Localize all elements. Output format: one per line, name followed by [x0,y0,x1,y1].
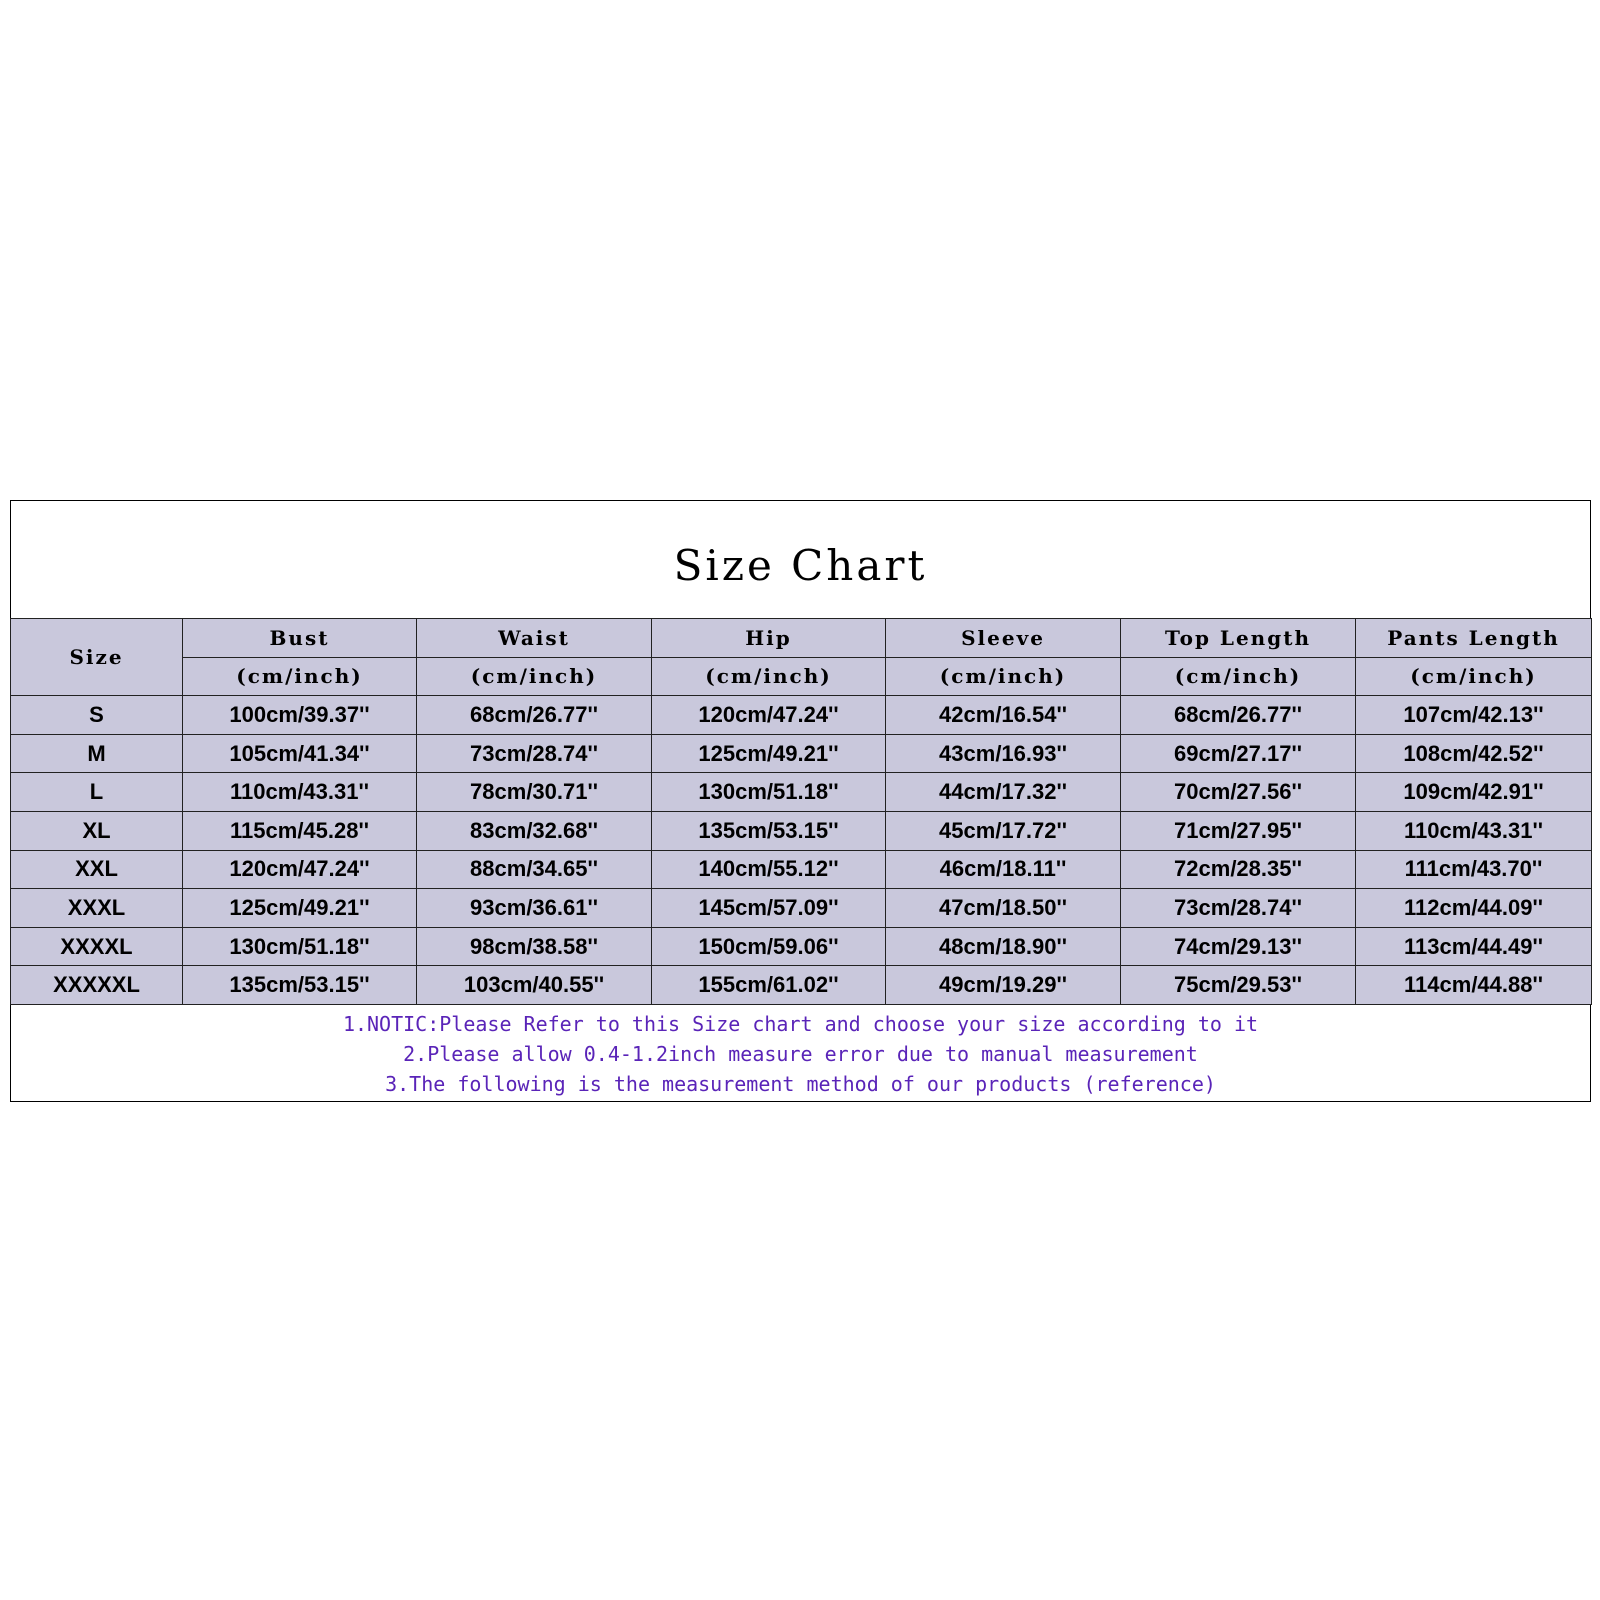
measurement-cell: 72cm/28.35'' [1121,850,1356,889]
measurement-cell: 103cm/40.55'' [417,966,652,1005]
measurement-cell: 75cm/29.53'' [1121,966,1356,1005]
table-row [11,811,1592,850]
measurement-cell: 130cm/51.18'' [652,773,886,812]
column-unit-pants-length: (cm/inch) [1356,657,1592,696]
measurement-cell: 155cm/61.02'' [652,966,886,1005]
table-row [11,734,1592,773]
measurement-cell: 110cm/43.31'' [1356,811,1592,850]
size-table [10,618,1592,1005]
measurement-cell: 49cm/19.29'' [886,966,1121,1005]
measurement-cell: 73cm/28.74'' [1121,889,1356,928]
page-title: Size Chart [673,540,928,590]
size-cell: S [11,696,183,735]
notes [11,1009,1590,1099]
measurement-cell: 68cm/26.77'' [417,696,652,735]
column-header-sleeve: Sleeve [886,619,1121,658]
measurement-cell: 73cm/28.74'' [417,734,652,773]
column-header-waist: Waist [417,619,652,658]
measurement-cell: 100cm/39.37'' [183,696,417,735]
column-unit-top-length: (cm/inch) [1121,657,1356,696]
measurement-cell: 145cm/57.09'' [652,889,886,928]
table-row [11,773,1592,812]
size-chart [10,500,1591,1102]
measurement-cell: 130cm/51.18'' [183,927,417,966]
title-box [11,501,1590,619]
size-cell: XXL [11,850,183,889]
measurement-cell: 69cm/27.17'' [1121,734,1356,773]
table-row [11,927,1592,966]
table-body [11,619,1592,1005]
table-row [11,889,1592,928]
measurement-cell: 42cm/16.54'' [886,696,1121,735]
column-header-pants-length: Pants Length [1356,619,1592,658]
column-unit-waist: (cm/inch) [417,657,652,696]
measurement-cell: 44cm/17.32'' [886,773,1121,812]
table-row [11,966,1592,1005]
measurement-cell: 115cm/45.28'' [183,811,417,850]
measurement-cell: 46cm/18.11'' [886,850,1121,889]
column-unit-sleeve: (cm/inch) [886,657,1121,696]
measurement-cell: 43cm/16.93'' [886,734,1121,773]
measurement-cell: 70cm/27.56'' [1121,773,1356,812]
size-cell: XXXL [11,889,183,928]
measurement-cell: 88cm/34.65'' [417,850,652,889]
measurement-cell: 98cm/38.58'' [417,927,652,966]
table-row [11,850,1592,889]
column-header-hip: Hip [652,619,886,658]
size-column-header: Size [11,619,183,696]
measurement-cell: 150cm/59.06'' [652,927,886,966]
measurement-cell: 47cm/18.50'' [886,889,1121,928]
measurement-cell: 114cm/44.88'' [1356,966,1592,1005]
measurement-cell: 109cm/42.91'' [1356,773,1592,812]
size-cell: XL [11,811,183,850]
header-row-units [11,657,1592,696]
measurement-cell: 107cm/42.13'' [1356,696,1592,735]
measurement-cell: 48cm/18.90'' [886,927,1121,966]
measurement-cell: 110cm/43.31'' [183,773,417,812]
measurement-cell: 71cm/27.95'' [1121,811,1356,850]
measurement-cell: 68cm/26.77'' [1121,696,1356,735]
measurement-cell: 125cm/49.21'' [183,889,417,928]
measurement-cell: 78cm/30.71'' [417,773,652,812]
note-3: 3.The following is the measurement method of our products (reference) [385,1072,1216,1096]
measurement-cell: 135cm/53.15'' [652,811,886,850]
size-cell: XXXXXL [11,966,183,1005]
measurement-cell: 111cm/43.70'' [1356,850,1592,889]
measurement-cell: 74cm/29.13'' [1121,927,1356,966]
measurement-cell: 120cm/47.24'' [652,696,886,735]
note-2: 2.Please allow 0.4-1.2inch measure error due to manual measurement [403,1042,1198,1066]
measurement-cell: 83cm/32.68'' [417,811,652,850]
measurement-cell: 45cm/17.72'' [886,811,1121,850]
measurement-cell: 120cm/47.24'' [183,850,417,889]
measurement-cell: 113cm/44.49'' [1356,927,1592,966]
size-cell: M [11,734,183,773]
measurement-cell: 93cm/36.61'' [417,889,652,928]
column-header-top-length: Top Length [1121,619,1356,658]
column-unit-hip: (cm/inch) [652,657,886,696]
measurement-cell: 135cm/53.15'' [183,966,417,1005]
measurement-cell: 108cm/42.52'' [1356,734,1592,773]
measurement-cell: 125cm/49.21'' [652,734,886,773]
note-1: 1.NOTIC:Please Refer to this Size chart and choose your size according to it [342,1012,1259,1036]
measurement-cell: 112cm/44.09'' [1356,889,1592,928]
column-header-bust: Bust [183,619,417,658]
column-unit-bust: (cm/inch) [183,657,417,696]
table-row [11,696,1592,735]
header-row-names [11,619,1592,658]
size-cell: XXXXL [11,927,183,966]
size-cell: L [11,773,183,812]
measurement-cell: 105cm/41.34'' [183,734,417,773]
measurement-cell: 140cm/55.12'' [652,850,886,889]
